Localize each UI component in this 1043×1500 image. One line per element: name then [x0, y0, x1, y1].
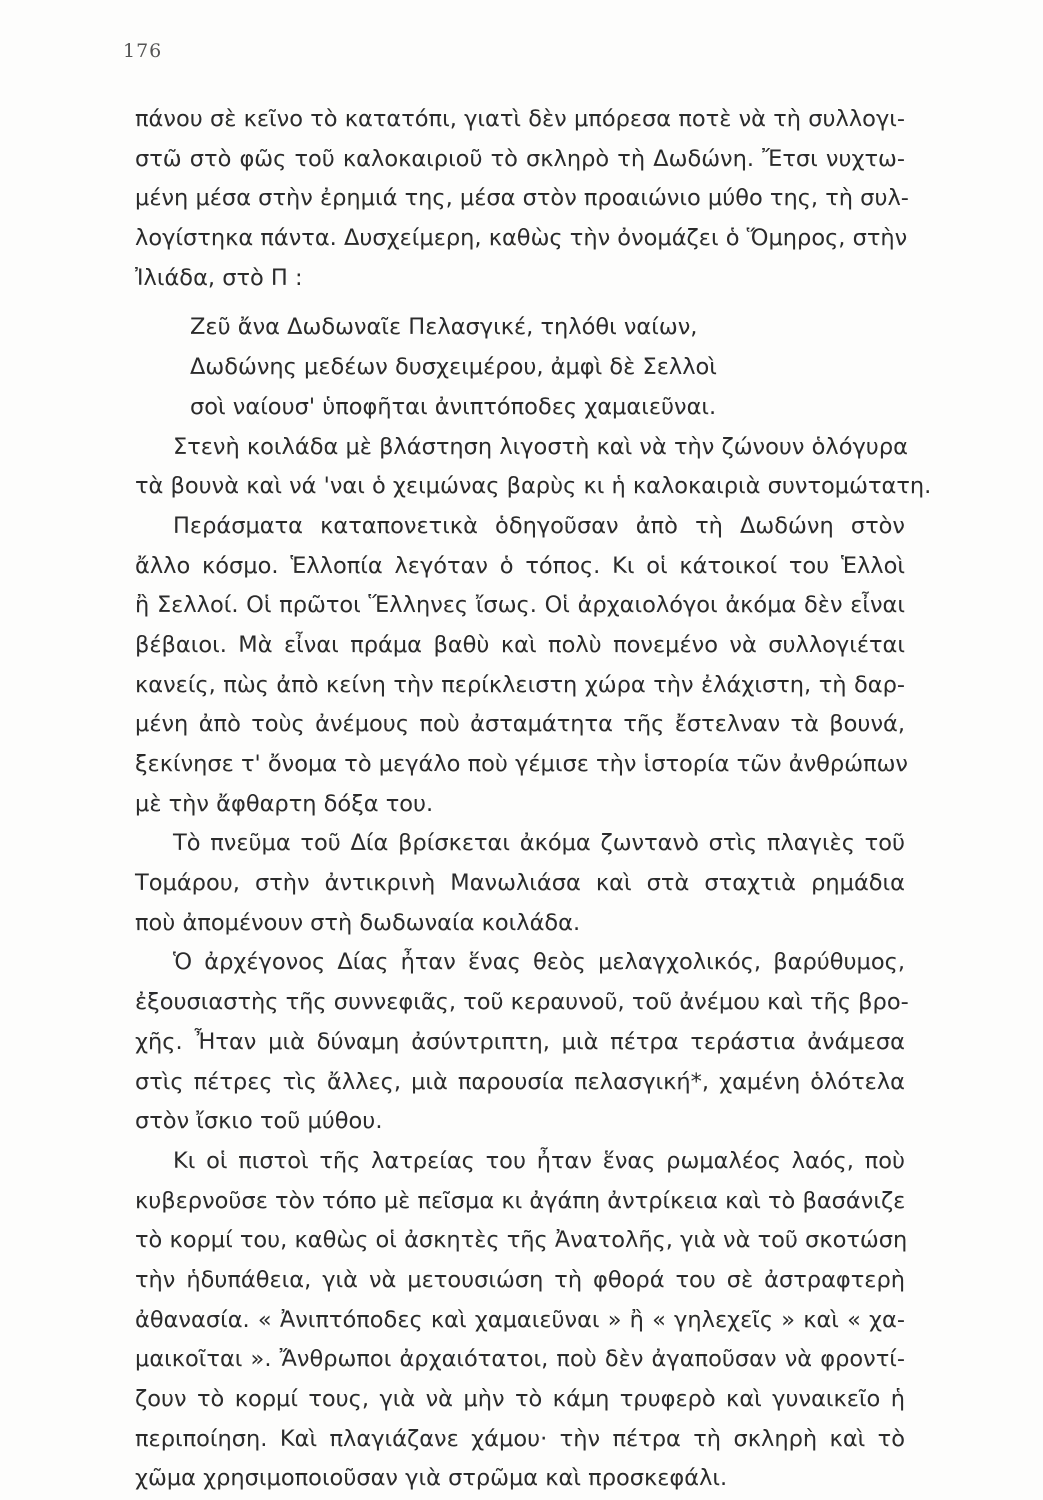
text-line: μαικοῖται ». Ἄνθρωποι ἀρχαιότατοι, ποὺ δὲν ἀγαποῦσαν νὰ φροντί- [135, 1346, 905, 1373]
text-line: χῶμα χρησιμοποιοῦσαν γιὰ στρῶμα καὶ προσκεφάλι. [135, 1465, 728, 1492]
text-line: τὸ κορμί του, καθὼς οἱ ἀσκητὲς τῆς Ἀνατολῆς, γιὰ νὰ τοῦ σκοτώση [135, 1227, 908, 1254]
text-line: ἐξουσιαστὴς τῆς συννεφιᾶς, τοῦ κεραυνοῦ, τοῦ ἀνέμου καὶ τῆς βρο- [135, 989, 909, 1016]
verse-line: σοὶ ναίουσ' ὑποφῆται ἀνιπτόποδες χαμαιεῦναι. [190, 393, 717, 420]
text-line: μένη ἀπὸ τοὺς ἀνέμους ποὺ ἀσταμάτητα τῆς ἔστελναν τὰ βουνά, [135, 711, 905, 738]
text-line: Κι οἱ πιστοὶ τῆς λατρείας του ἦταν ἕνας ρωμαλέος λαός, ποὺ [173, 1147, 905, 1174]
text-line: λογίστηκα πάντα. Δυσχείμερη, καθὼς τὴν ὀνομάζει ὁ Ὅμηρος, στὴν [135, 225, 908, 252]
text-line: περιποίηση. Καὶ πλαγιάζανε χάμου· τὴν πέτρα τὴ σκληρὴ καὶ τὸ [135, 1425, 905, 1452]
text-line: ἄλλο κόσμο. Ἑλλοπία λεγόταν ὁ τόπος. Κι οἱ κάτοικοί του Ἑλλοὶ [135, 552, 905, 579]
text-line: κυβερνοῦσε τὸν τόπο μὲ πεῖσμα κι ἀγάπη ἀντρίκεια καὶ τὸ βασάνιζε [135, 1187, 906, 1214]
text-line: πάνου σὲ κεῖνο τὸ κατατόπι, γιατὶ δὲν μπόρεσα ποτὲ νὰ τὴ συλλογι- [135, 106, 905, 132]
paragraph-5 [135, 943, 909, 1141]
paragraph-3 [135, 507, 908, 825]
text-line: στὸν ἴσκιο τοῦ μύθου. [135, 1108, 383, 1135]
paragraph-2 [135, 428, 932, 507]
text-line: ζουν τὸ κορμί τους, γιὰ νὰ μὴν τὸ κάμη τρυφερὸ καὶ γυναικεῖο ἡ [135, 1386, 905, 1412]
text-line: μένη μέσα στὴν ἐρημιά της, μέσα στὸν προαιώνιο μύθο της, τὴ συλ- [135, 185, 909, 212]
text-line: τὴν ἡδυπάθεια, γιὰ νὰ μετουσιώση τὴ φθορά του σὲ ἀστραφτερὴ [135, 1266, 905, 1293]
text-line: ἢ Σελλοί. Οἱ πρῶτοι Ἕλληνες ἴσως. Οἱ ἀρχαιολόγοι ἀκόμα δὲν εἶναι [135, 592, 905, 619]
text-line: κανείς, πὼς ἀπὸ κείνη τὴν περίκλειστη χώρα τὴν ἐλάχιστη, τὴ δαρ- [135, 671, 905, 698]
paragraph-4 [135, 824, 905, 943]
text-line: τὰ βουνὰ καὶ νά 'ναι ὁ χειμώνας βαρὺς κι ἡ καλοκαιριὰ συντομώτατη. [135, 473, 932, 500]
text-line: Ἰλιάδα, στὸ Π : [135, 264, 303, 291]
text-line: ποὺ ἀπομένουν στὴ δωδωναία κοιλάδα. [135, 909, 581, 936]
text-line: Περάσματα καταπονετικὰ ὁδηγοῦσαν ἀπὸ τὴ Δωδώνη στὸν [173, 512, 905, 539]
text-line: χῆς. Ἦταν μιὰ δύναμη ἀσύντριπτη, μιὰ πέτρα τεράστια ἀνάμεσα [135, 1028, 905, 1055]
text-line: Ὁ ἀρχέγονος Δίας ἦταν ἕνας θεὸς μελαγχολικός, βαρύθυμος, [173, 949, 905, 976]
paragraph-1 [135, 100, 909, 298]
text-line: μὲ τὴν ἄφθαρτη δόξα του. [135, 790, 434, 817]
text-line: Στενὴ κοιλάδα μὲ βλάστηση λιγοστὴ καὶ νὰ τὴν ζώνουν ὁλόγυρα [173, 433, 908, 460]
text-line: στὶς πέτρες τὶς ἄλλες, μιὰ παρουσία πελασγική*, χαμένη ὁλότελα [135, 1068, 905, 1095]
verse-line: Ζεῦ ἄνα Δωδωναῖε Πελασγικέ, τηλόθι ναίων, [190, 314, 698, 341]
body-text [135, 100, 932, 1499]
paragraph-6 [135, 1142, 908, 1499]
text-line: Τὸ πνεῦμα τοῦ Δία βρίσκεται ἀκόμα ζωντανὸ στὶς πλαγιὲς τοῦ [173, 830, 905, 857]
text-line: ξεκίνησε τ' ὄνομα τὸ μεγάλο ποὺ γέμισε τὴν ἱστορία τῶν ἀνθρώπων [135, 751, 908, 777]
text-line: ἀθανασία. « Ἀνιπτόποδες καὶ χαμαιεῦναι » ἢ « γηλεχεῖς » καὶ « χα- [135, 1306, 905, 1333]
text-line: Τομάρου, στὴν ἀντικρινὴ Μανωλιάσα καὶ στὰ σταχτιὰ ρημάδια [135, 870, 905, 897]
verse-quotation [135, 308, 905, 427]
text-line: στῶ στὸ φῶς τοῦ καλοκαιριοῦ τὸ σκληρὸ τὴ Δωδώνη. Ἔτσι νυχτω- [135, 145, 905, 172]
text-line: βέβαιοι. Μὰ εἶναι πράμα βαθὺ καὶ πολὺ πονεμένο νὰ συλλογιέται [135, 631, 905, 658]
page-number: 176 [123, 40, 163, 62]
verse-line: Δωδώνης μεδέων δυσχειμέρου, ἀμφὶ δὲ Σελλοὶ [190, 354, 717, 381]
